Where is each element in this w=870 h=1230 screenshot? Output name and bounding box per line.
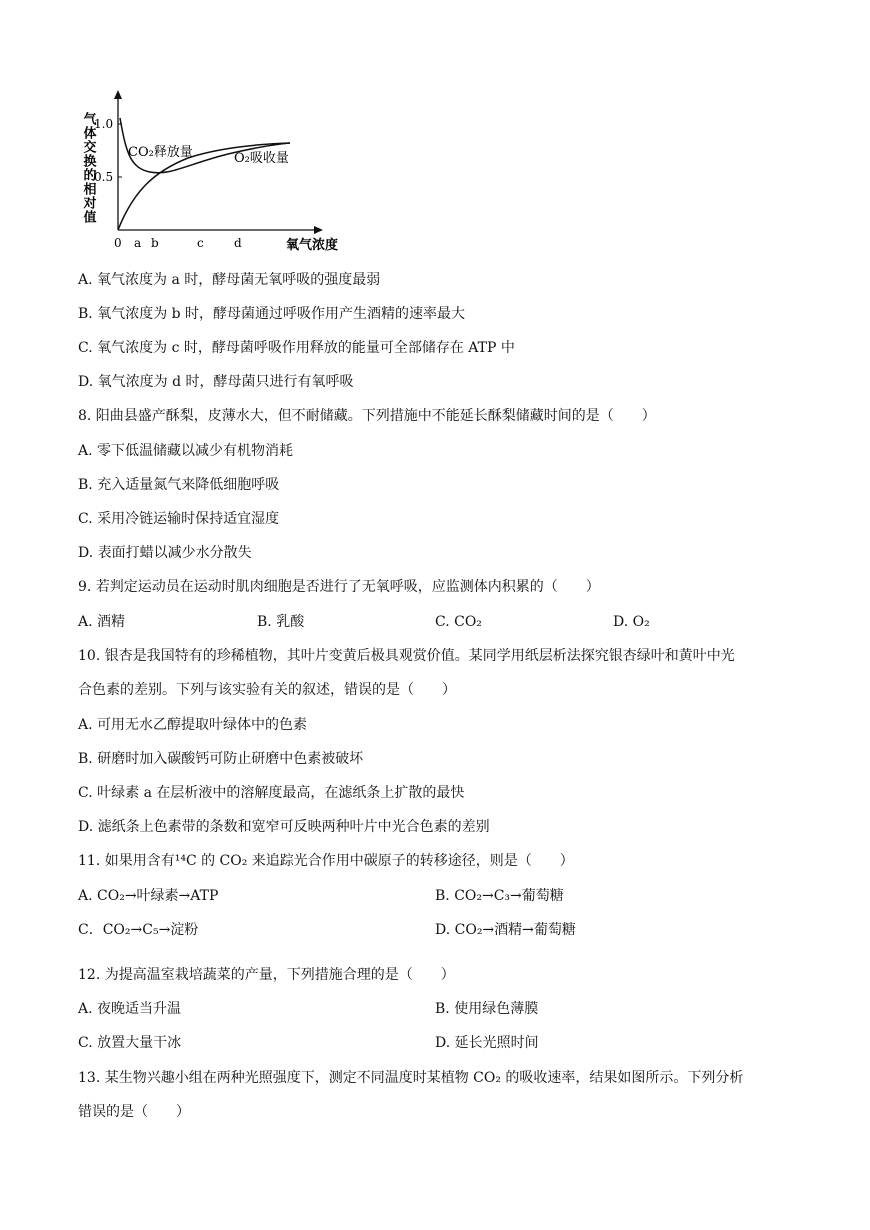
- xtick-d: d: [234, 236, 242, 250]
- q9-option-c: C. CO₂: [435, 614, 482, 630]
- q12-stem: 12. 为提高温室栽培蔬菜的产量，下列措施合理的是（ ）: [78, 967, 455, 983]
- q10-option-c: C. 叶绿素 a 在层析液中的溶解度最高，在滤纸条上扩散的最快: [78, 785, 465, 801]
- xtick-b: b: [151, 236, 159, 250]
- y-axis-arrow: [114, 90, 122, 99]
- q9-option-d: D. O₂: [613, 614, 650, 630]
- xtick-0: 0: [114, 236, 122, 250]
- q12-option-b: B. 使用绿色薄膜: [435, 1001, 539, 1017]
- q11-option-c: C．CO₂→C₅→淀粉: [78, 922, 199, 938]
- x-axis-arrow: [314, 226, 323, 234]
- q10-option-b: B. 研磨时加入碳酸钙可防止研磨中色素被破坏: [78, 751, 364, 767]
- q7-option-d: D. 氧气浓度为 d 时，酵母菌只进行有氧呼吸: [78, 374, 354, 390]
- q13-stem-line1: 13. 某生物兴趣小组在两种光照强度下，测定不同温度时某植物 CO₂ 的吸收速率，结果如图所示。下列分析: [78, 1070, 744, 1086]
- q8-option-d: D. 表面打蜡以减少水分散失: [78, 545, 252, 561]
- q12-option-d: D. 延长光照时间: [435, 1035, 539, 1051]
- co2-curve-label: CO₂释放量: [128, 145, 193, 160]
- ytick-0.5: 0.5: [94, 170, 114, 184]
- q9-option-b: B. 乳酸: [257, 614, 305, 630]
- q11-option-a: A. CO₂→叶绿素→ATP: [78, 888, 219, 904]
- q7-option-c: C. 氧气浓度为 c 时，酵母菌呼吸作用释放的能量可全部储存在 ATP 中: [78, 340, 515, 356]
- q9-stem: 9. 若判定运动员在运动时肌肉细胞是否进行了无氧呼吸，应监测体内积累的（ ）: [78, 579, 600, 595]
- q10-option-d: D. 滤纸条上色素带的条数和宽窄可反映两种叶片中光合色素的差别: [78, 819, 490, 835]
- q8-stem: 8. 阳曲县盛产酥梨，皮薄水大，但不耐储藏。下列措施中不能延长酥梨储藏时间的是（ ）: [78, 408, 656, 424]
- figure-ylabel: 气体交换的相对值: [80, 112, 96, 224]
- gas-exchange-figure: [78, 82, 358, 262]
- q10-stem-line1: 10. 银杏是我国特有的珍稀植物，其叶片变黄后极具观赏价值。某同学用纸层析法探究银杏绿叶和黄叶中光: [78, 648, 735, 664]
- q13-stem-line2: 错误的是（ ）: [78, 1104, 190, 1120]
- q10-option-a: A. 可用无水乙醇提取叶绿体中的色素: [78, 717, 308, 733]
- q12-option-c: C. 放置大量干冰: [78, 1035, 182, 1051]
- q10-stem-line2: 合色素的差别。下列与该实验有关的叙述，错误的是（ ）: [78, 682, 456, 698]
- q9-option-a: A. 酒精: [78, 614, 126, 630]
- q7-option-b: B. 氧气浓度为 b 时，酵母菌通过呼吸作用产生酒精的速率最大: [78, 306, 466, 322]
- q8-option-b: B. 充入适量氮气来降低细胞呼吸: [78, 477, 280, 493]
- ytick-1: 1.0: [94, 117, 114, 131]
- o2-curve-label: O₂吸收量: [234, 151, 289, 166]
- figure-xlabel: 氧气浓度: [286, 238, 339, 253]
- q8-option-c: C. 采用冷链运输时保持适宜湿度: [78, 511, 280, 527]
- q11-stem: 11. 如果用含有¹⁴C 的 CO₂ 来追踪光合作用中碳原子的转移途径，则是（ ）: [78, 853, 574, 869]
- xtick-c: c: [197, 236, 204, 250]
- q11-option-d: D. CO₂→酒精→葡萄糖: [435, 922, 576, 938]
- q12-option-a: A. 夜晚适当升温: [78, 1001, 182, 1017]
- q7-option-a: A. 氧气浓度为 a 时，酵母菌无氧呼吸的强度最弱: [78, 272, 381, 288]
- q11-option-b: B. CO₂→C₃→葡萄糖: [435, 888, 564, 904]
- xtick-a: a: [134, 236, 142, 250]
- q8-option-a: A. 零下低温储藏以减少有机物消耗: [78, 443, 294, 459]
